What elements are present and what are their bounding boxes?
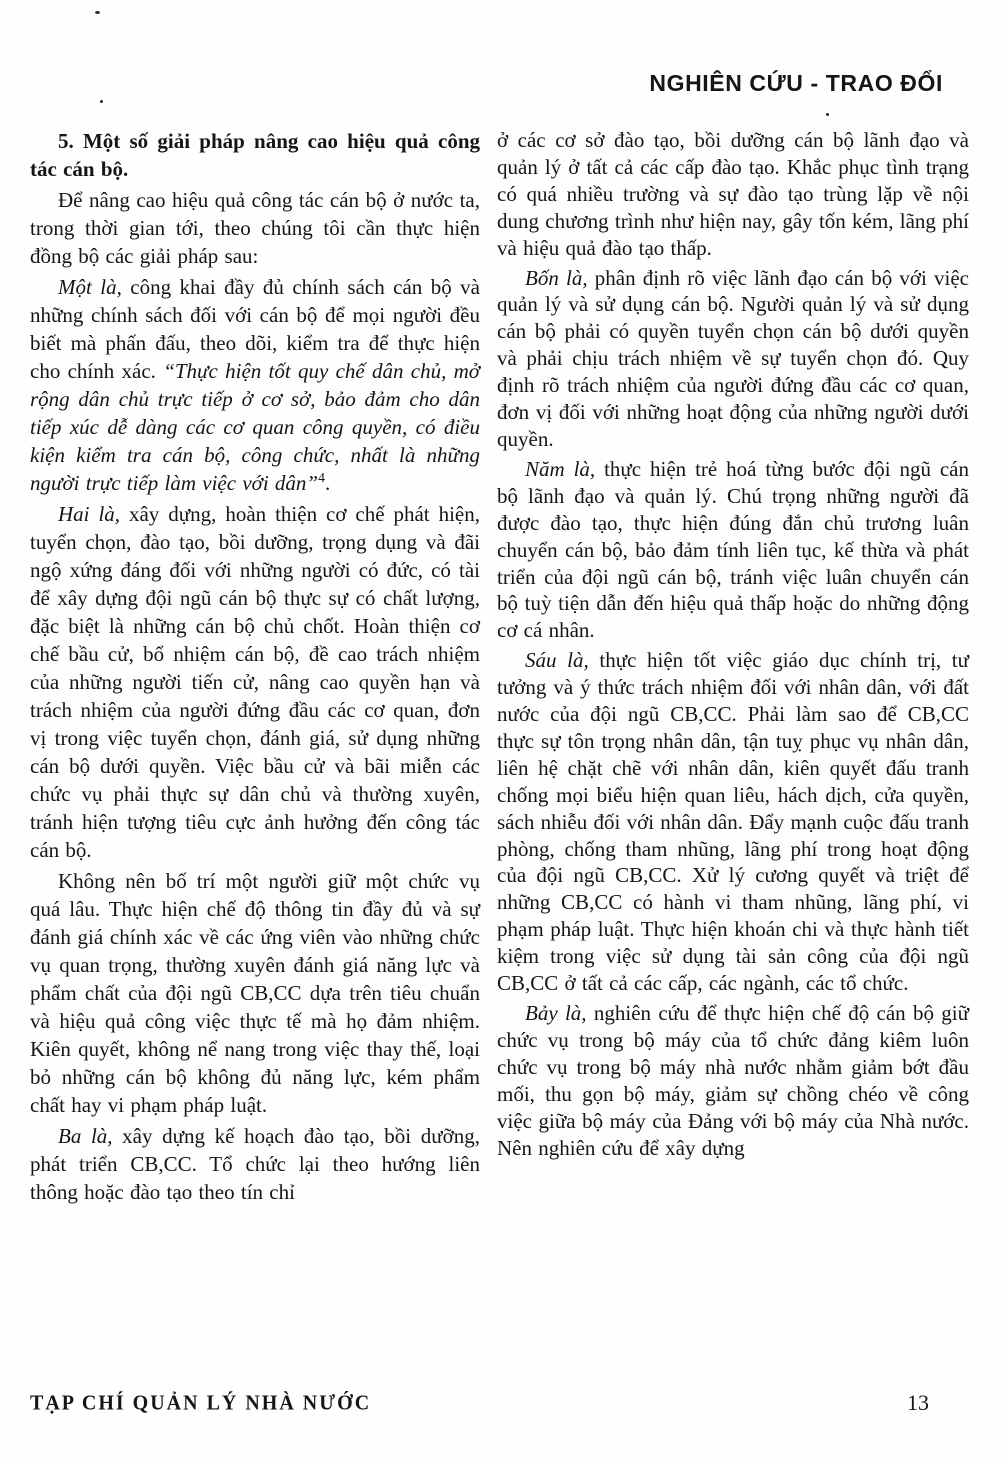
paragraph-sau-la xyxy=(497,647,969,997)
page-number: 13 xyxy=(907,1390,929,1415)
paragraph-intro xyxy=(30,186,480,270)
text-run: thực hiện trẻ hoá từng bước đội ngũ cán bộ lãnh đạo và quản lý. Chú trọng những người đã được đào tạo, thực hiện đúng đắn chủ trương luân chuyển cán bộ, bảo đảm tính liên tục, kế thừa và phát triển của đội ngũ cán bộ, tránh việc luân chuyển cán bộ tuỳ tiện dẫn đến hiệu quả thấp hoặc do những động cơ cá nhân. xyxy=(497,456,969,643)
text-run: Sáu là, xyxy=(525,648,600,673)
text-run: phân định rõ việc lãnh đạo cán bộ với việc quản lý và sử dụng cán bộ. Người quản lý và sử dụng cán bộ phải có quyền tuyển chọn cán bộ dưới quyền và phải chịu trách nhiệm về sự tuyển chọn đó. Quy định rõ trách nhiệm của người đứng đầu các cơ quan, đơn vị đối với những hoạt động của những người dưới quyền. xyxy=(497,265,969,451)
paragraph-mot-la xyxy=(30,273,480,497)
paragraph-bay-la xyxy=(497,1000,969,1161)
text-run: nghiên cứu để thực hiện chế độ cán bộ giữ chức vụ trong bộ máy của tổ chức đảng kiêm luôn chức vụ trong bộ máy nhà nước nhằm giảm bớt đầu mối, thu gọn bộ máy, giảm sự chồng chéo về công việc giữa bộ máy của Đảng với bộ máy của Nhà nước. Nên nghiên cứu để xây dựng xyxy=(497,1001,970,1160)
text-run: . xyxy=(324,471,331,495)
text-run: thực hiện tốt việc giáo dục chính trị, tư tưởng và ý thức trách nhiệm đối với nhân dân, với đất nước của đội ngũ CB,CC. Phải làm sao để CB,CC thực sự tôn trọng nhân dân, tận tuỵ phục vụ nhân dân, liên hệ chặt chẽ với nhân dân, kiên quyết đấu tranh chống mọi biểu hiện quan liêu, hách dịch, cửa quyền, sách nhiễu đối với nhân dân. Đẩy mạnh cuộc đấu tranh phòng, chống tham nhũng, lãng phí trong hoạt động của đội ngũ CB,CC. Xử lý cương quyết và triệt để những CB,CC có hành vi tham nhũng, lãng phí, vi phạm pháp luật. Thực hiện khoán chi và thực hành tiết kiệm trong việc sử dụng tài sản công của đội ngũ CB,CC ở tất cả các cấp, các ngành, các tổ chức. xyxy=(497,648,969,996)
text-run: xây dựng, hoàn thiện cơ chế phát hiện, tuyển chọn, đào tạo, bồi dưỡng, trọng dụng và đãi ngộ xứng đáng đối với những người có đức, có tài để xây dựng đội ngũ cán bộ thực sự có chất lượng, đặc biệt là những cán bộ chủ chốt. Hoàn thiện cơ chế bầu cử, bổ nhiệm cán bộ, đề cao trách nhiệm của những người tiến cử, nâng cao quyền hạn và trách nhiệm của người đứng đầu các cơ quan, đơn vị trong việc tuyển chọn, đánh giá, sử dụng những cán bộ dưới quyền. Việc bầu cử và bãi miễn các chức vụ phải thực sự dân chủ và thường xuyên, tránh hiện tượng tiêu cực ảnh hưởng đến công tác cán bộ. xyxy=(30,502,480,862)
text-run: Không nên bố trí một người giữ một chức vụ quá lâu. Thực hiện chế độ thông tin đầy đủ và sự đánh giá chính xác về các ứng viên vào những chức vụ quan trọng, thường xuyên đánh giá năng lực và phẩm chất của đội ngũ CB,CC dựa trên tiêu chuẩn và hiệu quả công việc thực tế mà họ đảm nhiệm. Kiên quyết, không nể nang trong việc thay thế, loại bỏ những cán bộ không đủ năng lực, kém phẩm chất hay vi phạm pháp luật. xyxy=(30,869,480,1117)
text-run: Năm là, xyxy=(525,456,605,481)
text-run: Để nâng cao hiệu quả công tác cán bộ ở nước ta, trong thời gian tới, theo chúng tôi cần thực hiện đồng bộ các giải pháp sau: xyxy=(30,188,480,268)
text-run: “Thực hiện tốt quy chế dân chủ, mở rộng dân chủ trực tiếp ở cơ sở, bảo đảm cho dân tiếp xúc dễ dàng các cơ quan công quyền, có điều kiện kiểm tra cán bộ, công chức, nhất là những người trực tiếp làm việc với dân” xyxy=(30,359,480,495)
right-column xyxy=(497,127,969,1161)
section-heading xyxy=(30,127,480,183)
footnote-reference: 4 xyxy=(318,470,325,485)
paragraph-continuation xyxy=(497,127,969,262)
left-column xyxy=(30,127,480,1206)
text-run: Bảy là, xyxy=(525,1001,594,1025)
text-run: Ba là, xyxy=(58,1124,123,1148)
text-run: xây dựng kế hoạch đào tạo, bồi dưỡng, phát triển CB,CC. Tổ chức lại theo hướng liên thông hoặc đào tạo theo tín chỉ xyxy=(30,1124,480,1204)
scan-speck xyxy=(826,113,829,116)
paragraph-khong-nen xyxy=(30,867,480,1119)
journal-name: TẠP CHÍ QUẢN LÝ NHÀ NƯỚC xyxy=(30,1391,372,1415)
section-title: NGHIÊN CỨU - TRAO ĐỔI xyxy=(649,70,943,96)
paragraph-hai-la xyxy=(30,500,480,864)
scan-speck xyxy=(95,11,100,14)
text-run: 5. Một số giải pháp nâng cao hiệu quả công tác cán bộ. xyxy=(30,129,480,181)
text-run: Bốn là, xyxy=(525,265,595,290)
paragraph-bon-la xyxy=(497,265,969,453)
text-run: ở các cơ sở đào tạo, bồi dưỡng cán bộ lãnh đạo và quản lý ở tất cả các cấp đào tạo. Khắc phục tình trạng có quá nhiều trường và sự đào tạo trùng lặp về nội dung chương trình như hiện nay, gây tốn kém, lãng phí và hiệu quả đào tạo thấp. xyxy=(497,128,969,260)
text-run: Một là, xyxy=(58,275,131,299)
text-run: Hai là, xyxy=(58,502,129,526)
paragraph-ba-la xyxy=(30,1122,480,1206)
paragraph-nam-la xyxy=(497,456,969,644)
text-run: công khai đầy đủ chính sách cán bộ và những chính sách đối với cán bộ để mọi người đều biết mà phấn đấu, theo dõi, kiểm tra để thực hiện cho chính xác. xyxy=(30,275,480,383)
scan-speck xyxy=(100,100,103,103)
